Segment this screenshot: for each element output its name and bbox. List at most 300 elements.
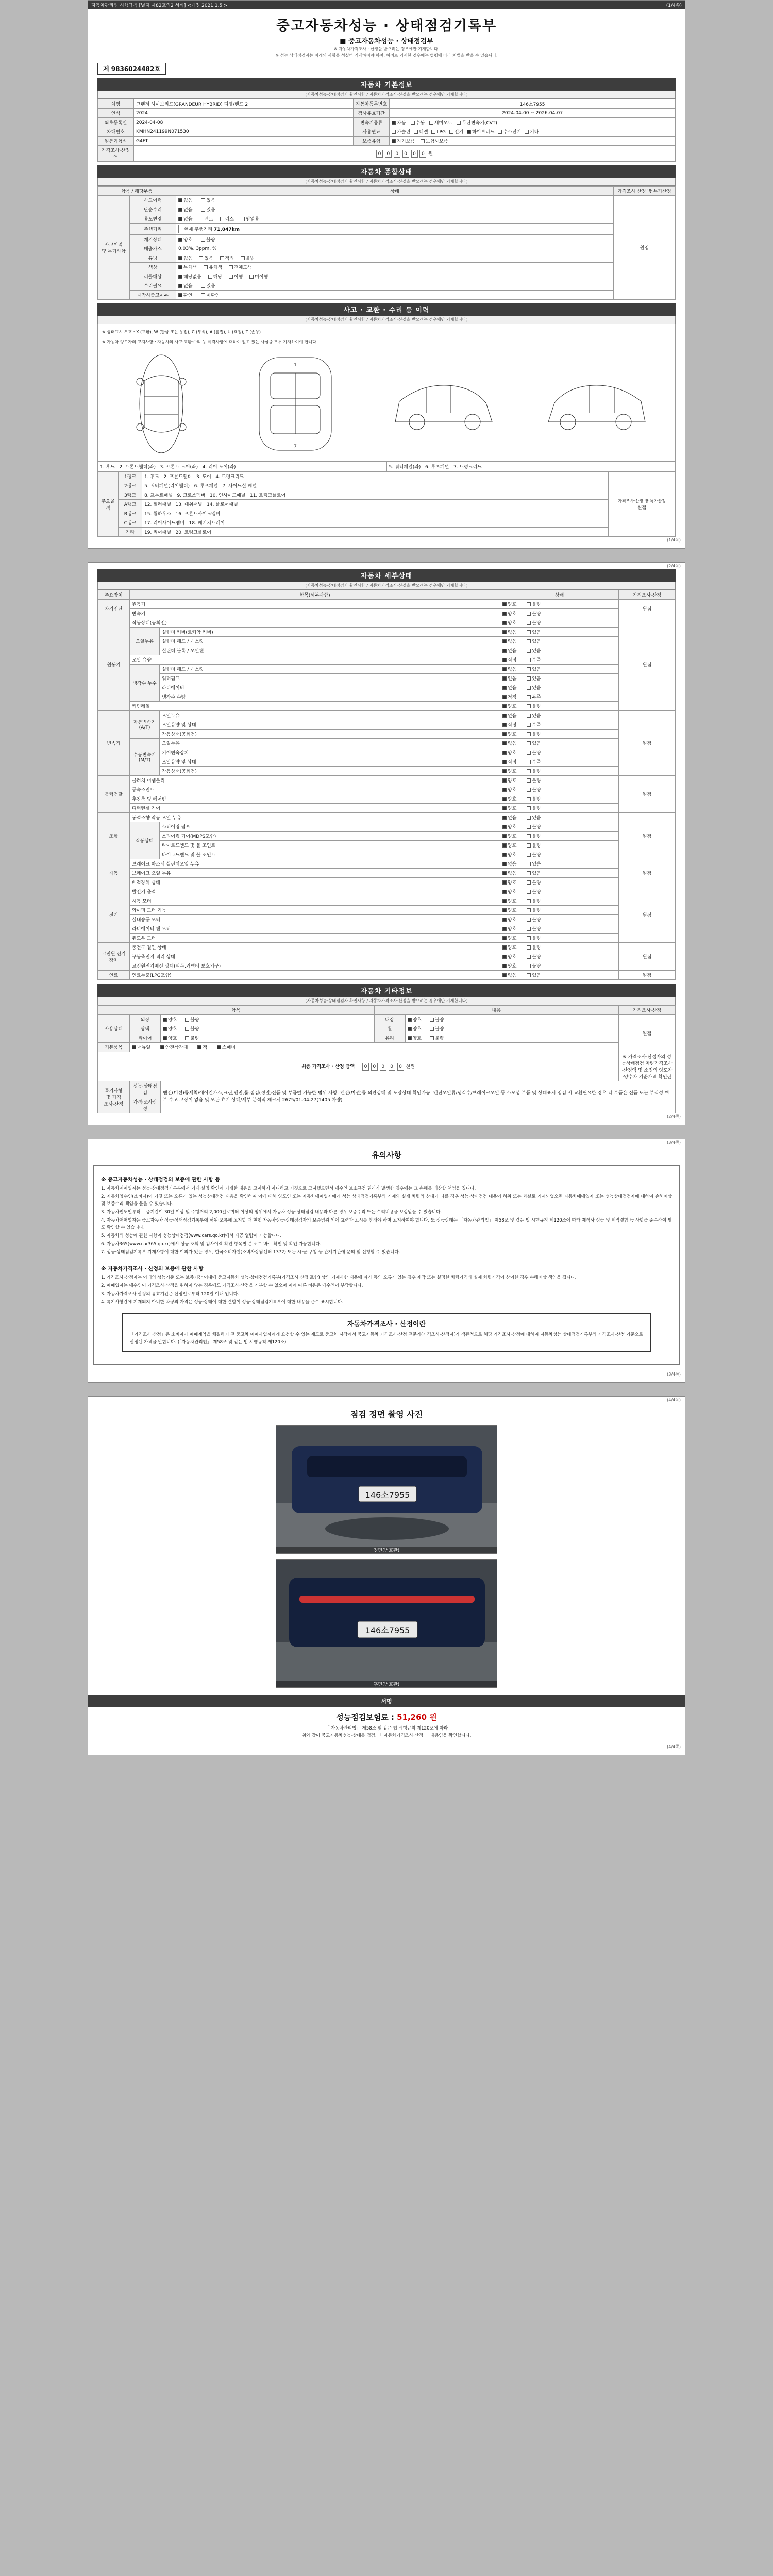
etc-state-baseitems: 매뉴얼 안전삼각대 잭 스패너 [130, 1043, 619, 1052]
svg-text:146소7955: 146소7955 [365, 1490, 410, 1500]
checkbox-7-0-a[interactable] [502, 945, 507, 950]
checkbox-2-6-b[interactable] [527, 769, 531, 773]
final-digit-4: 0 [397, 1063, 404, 1071]
page-3-mark: (3/4쪽) [667, 1372, 681, 1377]
checkbox-4-4-a[interactable] [502, 853, 507, 857]
checkbox-8-0-a[interactable] [502, 973, 507, 977]
checkbox-3-0-b[interactable] [527, 778, 531, 783]
detail-state-5-0: 없음 있음 [500, 859, 619, 869]
detail-state-6-0: 양호 불량 [500, 887, 619, 896]
label-engine-type: 원동기형식 [98, 137, 134, 146]
final-price-label: 최종 가격조사 · 산정 금액 0 0 0 0 0 천원 [98, 1052, 619, 1081]
detail-item-1-4: 오일 유량 [130, 655, 500, 665]
notice-section-2-head: ※ 자동차가격조사 · 산정의 보증에 관한 사항 [101, 1266, 204, 1273]
overall-state-gauge: 양호 불량 [176, 235, 614, 244]
price-digit-1: 0 [385, 150, 392, 158]
checkbox-1-2-a[interactable] [502, 639, 507, 643]
overall-price-value: 원점 [614, 196, 676, 300]
checkbox-0-0-a[interactable] [502, 602, 507, 606]
detail-item-4-2: 스티어링 기어(MDPS포함) [160, 832, 500, 841]
detail-state-6-1: 양호 불량 [500, 896, 619, 906]
detail-item-4-1: 스티어링 펌프 [160, 822, 500, 832]
detail-price-6: 원점 [619, 887, 676, 943]
doc-subtitle: ■ 중고자동차성능 · 상태점검부 [340, 38, 433, 45]
checkbox-2-2-a[interactable] [502, 732, 507, 736]
detail-item-2-2: 작동상태(공회전) [160, 730, 500, 739]
checkbox-5-0-a[interactable] [502, 862, 507, 866]
detail-item-2-3: 오일누유 [160, 739, 500, 748]
checkbox-5-2-b[interactable] [527, 880, 531, 885]
form-reference: 자동차관리법 시행규칙 [별지 제82호의2 서식] <개정 2021.1.5.> [91, 3, 228, 8]
detail-price-8: 원점 [619, 971, 676, 980]
detail-state-1-7: 없음 있음 [500, 683, 619, 692]
accident-frame-group: 주요골격 [98, 472, 119, 537]
checkbox-2-0-a[interactable] [502, 714, 507, 718]
checkbox-7-1-b[interactable] [527, 955, 531, 959]
checkbox-6-4-b[interactable] [527, 927, 531, 931]
checkbox-usage-none[interactable] [178, 217, 182, 221]
checkbox-1-7-b[interactable] [527, 686, 531, 690]
detail-price-7: 원점 [619, 943, 676, 971]
notice-item-1-2: 3. 자동차인도일부터 보증기간이 30일 이상 및 주행거리 2,000킬로미터 이상의 범위에서 자동차 성능·상태점검 내용과 다른 경우 보증수리 또는 수리비용을 보상받을 수 있습니다. [101, 1210, 442, 1215]
checkbox-fuel-other[interactable] [525, 130, 529, 134]
checkbox-int-bad[interactable] [430, 1018, 434, 1022]
price-digit-2: 0 [394, 150, 400, 158]
detail-col-price: 가격조사·산정 [619, 590, 676, 600]
checkbox-1-5-a[interactable] [502, 667, 507, 671]
checkbox-int-good[interactable] [408, 1018, 412, 1022]
checkbox-1-3-b[interactable] [527, 649, 531, 653]
overall-state-emission: 0.03%, 3ppm, % [176, 244, 614, 253]
page-1-mark: (1/4쪽) [667, 538, 681, 543]
detail-sub-oilleak: 오일누유 [130, 628, 160, 655]
overall-col-item: 항목 / 해당부품 [98, 187, 176, 196]
checkbox-5-0-b[interactable] [527, 862, 531, 866]
checkbox-6-2-b[interactable] [527, 908, 531, 912]
notice-item-2-3: 4. 특기사항란에 기재되지 아니한 차량의 가격은 성능·상태에 대한 결함이 성능·상태점검기록부에 대한 내용을 준수 표시합니다. [101, 1300, 344, 1306]
final-digit-1: 0 [371, 1063, 378, 1071]
overall-item-mileage: 주행거리 [130, 224, 176, 235]
checkbox-tire-bad[interactable] [185, 1036, 189, 1040]
checkbox-3-1-b[interactable] [527, 788, 531, 792]
detail-state-1-2: 없음 있음 [500, 637, 619, 646]
label-first-reg: 최초등록일 [98, 118, 134, 127]
etc-item-interior: 내장 [374, 1015, 405, 1024]
checkbox-7-0-b[interactable] [527, 945, 531, 950]
checkbox-transmission-semiauto[interactable] [429, 121, 433, 125]
detail-group-transmission: 변속기 [98, 711, 130, 776]
detail-state-6-5: 양호 불량 [500, 934, 619, 943]
opt-warranty-insurer: 보험사보증 [425, 139, 448, 144]
detail-item-1-9: 커먼레일 [130, 702, 500, 711]
detail-item-6-5: 윈도우 모터 [130, 934, 500, 943]
checkbox-glass-good[interactable] [408, 1036, 412, 1040]
value-price [134, 146, 676, 162]
checkbox-3-3-b[interactable] [527, 806, 531, 810]
checkbox-gauge-good[interactable] [178, 238, 182, 242]
checkbox-fuel-hydrogen[interactable] [498, 130, 502, 134]
detail-price-0: 원점 [619, 600, 676, 618]
checkbox-usage-lease[interactable] [220, 217, 224, 221]
checkbox-1-1-b[interactable] [527, 630, 531, 634]
page-2-mark: (2/4쪽) [667, 1114, 681, 1119]
detail-sub-mt: 수동변속기 (M/T) [130, 739, 160, 776]
label-vin: 차대번호 [98, 127, 134, 137]
notice-box [93, 1165, 680, 1365]
checkbox-maker-confirmed[interactable] [178, 293, 182, 297]
checkbox-ext-bad[interactable] [185, 1018, 189, 1022]
checkbox-usage-commercial[interactable] [241, 217, 245, 221]
accident-price-value: 가격조사·산정 방 특가산정 원점 [609, 472, 676, 537]
checkbox-1-3-a[interactable] [502, 649, 507, 653]
checkbox-6-0-b[interactable] [527, 890, 531, 894]
detail-item-2-5: 오일유량 및 상태 [160, 757, 500, 767]
checkbox-tuning-none[interactable] [178, 256, 182, 260]
checkbox-2-4-b[interactable] [527, 751, 531, 755]
value-inspection-valid: 2024-04-00 ~ 2026-04-07 [390, 109, 676, 118]
checkbox-color-achromatic[interactable] [178, 265, 182, 269]
accident-diagram [97, 324, 676, 462]
checkbox-4-1-a[interactable] [502, 825, 507, 829]
detail-group-fuel: 연료 [98, 971, 130, 980]
checkbox-3-2-b[interactable] [527, 797, 531, 801]
page-3-mark-top: (3/4쪽) [667, 1140, 681, 1145]
overall-item-simple-repair: 단순수리 [130, 205, 176, 214]
price-survey-definition-title: 자동차가격조사 · 산정이란 [347, 1320, 426, 1329]
overall-group-label: 사고이력 및 특기사항 [98, 196, 130, 300]
overall-item-usage-change: 용도변경 [130, 214, 176, 224]
checkbox-base-spanner[interactable] [217, 1045, 221, 1049]
checkbox-1-0-b[interactable] [527, 621, 531, 625]
section-overall-note: (자동차성능·상태점검자 확인사항 / 자동차가격조사·산정을 받으려는 경우에만 기재합니다) [97, 178, 676, 186]
detail-item-7-0: 충전구 절연 상태 [130, 943, 500, 952]
checkbox-wheel-good[interactable] [408, 1027, 412, 1031]
detail-item-2-6: 작동상태(공회전) [160, 767, 500, 776]
checkbox-2-2-b[interactable] [527, 732, 531, 736]
checkbox-2-6-a[interactable] [502, 769, 507, 773]
etc-item-polish: 광택 [130, 1024, 161, 1033]
detail-item-0-1: 변속기 [130, 609, 500, 618]
checkbox-1-0-a[interactable] [502, 621, 507, 625]
checkbox-recall-applicable[interactable] [208, 275, 212, 279]
opt-warranty-self: 자기보증 [397, 139, 415, 144]
section-etc-note: (자동차성능·상태점검자 확인사항 / 자동차가격조사·산정을 받으려는 경우에만 기재합니다) [97, 997, 676, 1005]
checkbox-wheel-bad[interactable] [430, 1027, 434, 1031]
checkbox-3-2-a[interactable] [502, 797, 507, 801]
etc-price: 원점 [619, 1015, 676, 1052]
detail-item-3-1: 등속조인트 [130, 785, 500, 794]
checkbox-accident-yes[interactable] [201, 198, 205, 202]
checkbox-5-1-a[interactable] [502, 871, 507, 875]
checkbox-base-jack[interactable] [197, 1045, 201, 1049]
detail-group-powertrain: 동력전달 [98, 776, 130, 813]
etc-group-baseitems: 기본품목 [98, 1043, 130, 1052]
checkbox-base-triangle[interactable] [160, 1045, 164, 1049]
checkbox-2-1-b[interactable] [527, 723, 531, 727]
etc-item-tire: 타이어 [130, 1033, 161, 1043]
checkbox-4-2-b[interactable] [527, 834, 531, 838]
checkbox-1-8-a[interactable] [502, 695, 507, 699]
checkbox-simple-yes[interactable] [201, 208, 205, 212]
checkbox-6-5-a[interactable] [502, 936, 507, 940]
checkbox-accident-none[interactable] [178, 198, 182, 202]
price-unit: 원 [428, 151, 433, 157]
accident-parts-table [97, 462, 676, 471]
checkbox-recall-na[interactable] [178, 275, 182, 279]
checkbox-color-chromatic[interactable] [204, 265, 208, 269]
checkbox-1-9-b[interactable] [527, 704, 531, 708]
checkbox-6-4-a[interactable] [502, 927, 507, 931]
checkbox-8-0-b[interactable] [527, 973, 531, 977]
checkbox-5-1-b[interactable] [527, 871, 531, 875]
checkbox-0-1-a[interactable] [502, 612, 507, 616]
final-unit: 천원 [406, 1064, 415, 1070]
overall-item-repair-need: 수리필요 [130, 281, 176, 291]
etc-group-usestate: 사용상태 [98, 1015, 130, 1043]
detail-state-3-2: 양호 불량 [500, 794, 619, 804]
etc-col-content: 내용 [374, 1006, 619, 1015]
accident-parts-right: 5. 쿼터패널(좌) 6. 루프패널 7. 트렁크리드 [386, 462, 676, 471]
checkbox-pol-good[interactable] [163, 1027, 167, 1031]
checkbox-tire-good[interactable] [163, 1036, 167, 1040]
etc-item-wheel: 휠 [374, 1024, 405, 1033]
checkbox-recall-notdone[interactable] [249, 275, 254, 279]
svg-text:7: 7 [293, 444, 297, 449]
opt-trans-auto: 자동 [397, 121, 406, 126]
detail-item-1-0: 작동상태(공회전) [130, 618, 500, 628]
opt-trans-semiauto: 세미오토 [434, 121, 452, 126]
detail-item-6-0: 발전기 출력 [130, 887, 500, 896]
checkbox-4-0-b[interactable] [527, 816, 531, 820]
checkbox-7-2-a[interactable] [502, 964, 507, 968]
accident-legend-2: ※ 자동차 양도자의 고지사항 : 자동차의 사고·교환·수리 등 이력사항에 대하여 알고 있는 사실을 모두 기재하여야 합니다. [102, 340, 318, 344]
checkbox-pol-bad[interactable] [185, 1027, 189, 1031]
checkbox-6-3-b[interactable] [527, 918, 531, 922]
checkbox-5-2-a[interactable] [502, 880, 507, 885]
checkbox-1-6-a[interactable] [502, 676, 507, 681]
checkbox-4-4-b[interactable] [527, 853, 531, 857]
detail-item-6-2: 와이퍼 모터 기능 [130, 906, 500, 915]
price-digit-0: 0 [376, 150, 383, 158]
detail-state-1-4: 적정 부족 [500, 655, 619, 665]
checkbox-fuel-hybrid[interactable] [467, 130, 471, 134]
detail-item-0-0: 원동기 [130, 600, 500, 609]
etc-state-interior: 양호 불량 [405, 1015, 619, 1024]
page-title: 중고자동차성능 · 상태점검기록부 [276, 18, 497, 34]
overall-state-maker-release: 확인 미확인 [176, 291, 614, 300]
rank-label-4: B랭크 [119, 509, 142, 518]
detail-state-2-3: 없음 있음 [500, 739, 619, 748]
detail-item-3-0: 클러치 어셈블리 [130, 776, 500, 785]
final-price-note: ※ 가격조사·산정자의 성능상태점검 차량가격조사·산정액 및 소정의 양도자·양수자 기준가격 확인란 [619, 1052, 676, 1081]
checkbox-repair-none[interactable] [178, 284, 182, 288]
checkbox-usage-rent[interactable] [199, 217, 203, 221]
checkbox-0-1-b[interactable] [527, 612, 531, 616]
checkbox-4-0-a[interactable] [502, 816, 507, 820]
detail-state-6-3: 양호 불량 [500, 915, 619, 924]
checkbox-fuel-diesel[interactable] [414, 130, 418, 134]
value-transmission [390, 118, 676, 127]
overall-state-simple-repair: 없음 있음 [176, 205, 614, 214]
detail-state-1-5: 없음 있음 [500, 665, 619, 674]
checkbox-3-1-a[interactable] [502, 788, 507, 792]
checkbox-2-3-b[interactable] [527, 741, 531, 745]
checkbox-1-7-a[interactable] [502, 686, 507, 690]
price-survey-definition-box [122, 1313, 651, 1352]
final-digit-3: 0 [389, 1063, 395, 1071]
section-overall-header: 자동차 종합상태 [97, 165, 676, 178]
detail-state-5-2: 양호 불량 [500, 878, 619, 887]
page-3 [88, 1139, 685, 1383]
opt-fuel-hydrogen: 수소전기 [503, 130, 522, 135]
checkbox-1-4-b[interactable] [527, 658, 531, 662]
checkbox-2-4-a[interactable] [502, 751, 507, 755]
detail-group-electric: 전기 [98, 887, 130, 943]
checkbox-0-0-b[interactable] [527, 602, 531, 606]
page-4-mark-top: (4/4쪽) [667, 1398, 681, 1403]
etc-state-exterior: 양호 불량 [161, 1015, 375, 1024]
overall-item-tuning: 튜닝 [130, 253, 176, 263]
checkbox-1-2-b[interactable] [527, 639, 531, 643]
checkbox-4-3-b[interactable] [527, 843, 531, 848]
detail-state-5-1: 없음 있음 [500, 869, 619, 878]
checkbox-1-1-a[interactable] [502, 630, 507, 634]
checkbox-6-5-b[interactable] [527, 936, 531, 940]
checkbox-7-1-a[interactable] [502, 955, 507, 959]
checkbox-transmission-auto[interactable] [392, 121, 396, 125]
special-sub-1: 성능·상태점검 [130, 1081, 161, 1097]
checkbox-4-2-a[interactable] [502, 834, 507, 838]
overall-state-recall: 해당없음 해당 이행 미이행 [176, 272, 614, 281]
notice-item-2-0: 1. 가격조사·산정자는 아래의 성능기준 또는 보증기간 이내에 중고자동차 성능·상태점검기록부(가격조사·산정 포함) 상의 기재사항 내용에 따라 동의 오류가 있는 경우 제작 또는 설명한 차량가격과 실제 차량가격이 상이한 경우 손해배상 책임을 집니다. [101, 1275, 577, 1281]
checkbox-2-3-a[interactable] [502, 741, 507, 745]
checkbox-tuning-yes[interactable] [199, 256, 203, 260]
overall-item-accident: 사고이력 [130, 196, 176, 205]
checkbox-3-3-a[interactable] [502, 806, 507, 810]
special-text: 엔진(미션)룸세척/에어컨가스,크린,엔진,룸,점검(정밀)신품 및 부품별 가능한 범위 사항. 엔진(미션)룸 외관상태 및 도장상태 확인가능. 엔진오일류/냉각수/브레이크오일 등 소모성 부품 및 상태표시 점검 시 교환필요한 경우 각 부품은 신품 또는 부식성 여부 수고 고장이 없음 및 모든 효기 상태/세부 분석적 체크시 2675/01-04-27(1405 차량) [161, 1081, 676, 1113]
detail-state-1-3: 없음 있음 [500, 646, 619, 655]
checkbox-warranty-self[interactable] [392, 139, 396, 143]
checkbox-glass-bad[interactable] [430, 1036, 434, 1040]
checkbox-2-5-a[interactable] [502, 760, 507, 764]
detail-group-steering: 조향 [98, 813, 130, 859]
etc-table [97, 1005, 676, 1113]
notice-item-1-4: 5. 자동차의 성능에 관한 사항이 성능상태점검(www.cars.go.kr)에서 제공 열람이 가능합니다. [101, 1233, 282, 1239]
overall-item-gauge: 계기상태 [130, 235, 176, 244]
checkbox-transmission-cvt[interactable] [457, 121, 461, 125]
checkbox-6-2-a[interactable] [502, 908, 507, 912]
checkbox-2-1-a[interactable] [502, 723, 507, 727]
detail-state-0-0: 양호 불량 [500, 600, 619, 609]
detail-item-1-1: 실린더 커버(로커암 커버) [160, 628, 500, 637]
checkbox-base-manual[interactable] [132, 1045, 136, 1049]
checkbox-1-9-a[interactable] [502, 704, 507, 708]
checkbox-6-1-b[interactable] [527, 899, 531, 903]
etc-state-wheel: 양호 불량 [405, 1024, 619, 1033]
detail-state-4-3: 양호 불량 [500, 841, 619, 850]
checkbox-6-1-a[interactable] [502, 899, 507, 903]
checkbox-warranty-insurer[interactable] [421, 139, 425, 143]
detail-item-4-4: 타이로드엔드 및 볼 조인트 [160, 850, 500, 859]
overall-state-table [97, 186, 676, 300]
detail-item-2-4: 기어변속장치 [160, 748, 500, 757]
checkbox-recall-done[interactable] [229, 275, 233, 279]
checkbox-1-4-a[interactable] [502, 658, 507, 662]
photo-front [276, 1425, 497, 1554]
rank-items-3: 12. 필러패널 13. 대쉬패널 14. 플로어패널 [142, 500, 609, 509]
checkbox-transmission-manual[interactable] [411, 121, 415, 125]
etc-col-price: 가격조사·산정 [619, 1006, 676, 1015]
detail-state-2-2: 양호 불량 [500, 730, 619, 739]
label-inspection-valid: 검사유효기간 [354, 109, 390, 118]
price-digit-3: 0 [402, 150, 409, 158]
car-diagram-side-right [542, 373, 650, 435]
checkbox-2-0-b[interactable] [527, 714, 531, 718]
value-engine-type: G4FT [134, 137, 354, 146]
detail-state-0-1: 양호 불량 [500, 609, 619, 618]
overall-item-color: 색상 [130, 263, 176, 272]
checkbox-6-3-a[interactable] [502, 918, 507, 922]
detail-item-4-3: 타이로드엔드 및 볼 조인트 [160, 841, 500, 850]
value-car-name: 그랜저 하이브리드(GRANDEUR HYBRID) 디젤/밴드 2 [134, 99, 354, 109]
checkbox-tuning-legal[interactable] [220, 256, 224, 260]
checkbox-tuning-illegal[interactable] [241, 256, 245, 260]
checkbox-simple-none[interactable] [178, 208, 182, 212]
checkbox-repair-yes[interactable] [201, 284, 205, 288]
detail-item-1-5: 실린더 헤드 / 개스킷 [160, 665, 500, 674]
checkbox-maker-unconfirmed[interactable] [201, 293, 205, 297]
fee-label: 성능점검보험료 : [336, 1713, 394, 1722]
checkbox-3-0-a[interactable] [502, 778, 507, 783]
checkbox-2-5-b[interactable] [527, 760, 531, 764]
opt-fuel-hybrid: 하이브리드 [472, 130, 495, 135]
footer-line-2: 위와 같이 중고자동차성능·상태를 점검, 「 자동차가격조사·산정 」 내용임을 확인합니다. [301, 1733, 472, 1738]
detail-item-6-4: 라디에이터 팬 모터 [130, 924, 500, 934]
detail-item-7-1: 구동축전지 격리 상태 [130, 952, 500, 961]
checkbox-1-6-b[interactable] [527, 676, 531, 681]
checkbox-fuel-gasoline[interactable] [392, 130, 396, 134]
checkbox-7-2-b[interactable] [527, 964, 531, 968]
detail-item-5-0: 브레이크 마스터 실린더오일 누유 [130, 859, 500, 869]
checkbox-4-3-a[interactable] [502, 843, 507, 848]
detail-state-1-0: 양호 불량 [500, 618, 619, 628]
rank-items-5: 17. 리어사이드멤버 18. 패키지트레이 [142, 518, 609, 528]
checkbox-1-8-b[interactable] [527, 695, 531, 699]
etc-col-item: 항목 [98, 1006, 375, 1015]
checkbox-4-1-b[interactable] [527, 825, 531, 829]
detail-sub-at: 자동변속기 (A/T) [130, 711, 160, 739]
checkbox-fuel-electric[interactable] [449, 130, 453, 134]
checkbox-gauge-bad[interactable] [201, 238, 205, 242]
checkbox-ext-good[interactable] [163, 1018, 167, 1022]
checkbox-6-0-a[interactable] [502, 890, 507, 894]
rank-items-0: 1. 후드 2. 프론트휀더 3. 도어 4. 트렁크리드 [142, 472, 609, 481]
detail-item-5-1: 브레이크 오일 누유 [130, 869, 500, 878]
checkbox-1-5-b[interactable] [527, 667, 531, 671]
signature-section-header: 서명 [88, 1695, 685, 1707]
checkbox-color-full-repaint[interactable] [229, 265, 233, 269]
fee-amount: 51,260 원 [397, 1713, 437, 1722]
detail-col-item: 항목(세부사항) [130, 590, 500, 600]
checkbox-fuel-lpg[interactable] [431, 130, 435, 134]
detail-state-3-1: 양호 불량 [500, 785, 619, 794]
rank-items-4: 15. 휠하우스 16. 프론트사이드멤버 [142, 509, 609, 518]
etc-state-glass: 양호 불량 [405, 1033, 619, 1043]
detail-item-1-8: 냉각수 수량 [160, 692, 500, 702]
detail-item-1-6: 워터펌프 [160, 674, 500, 683]
overall-item-emission: 배출가스 [130, 244, 176, 253]
detail-state-6-4: 양호 불량 [500, 924, 619, 934]
